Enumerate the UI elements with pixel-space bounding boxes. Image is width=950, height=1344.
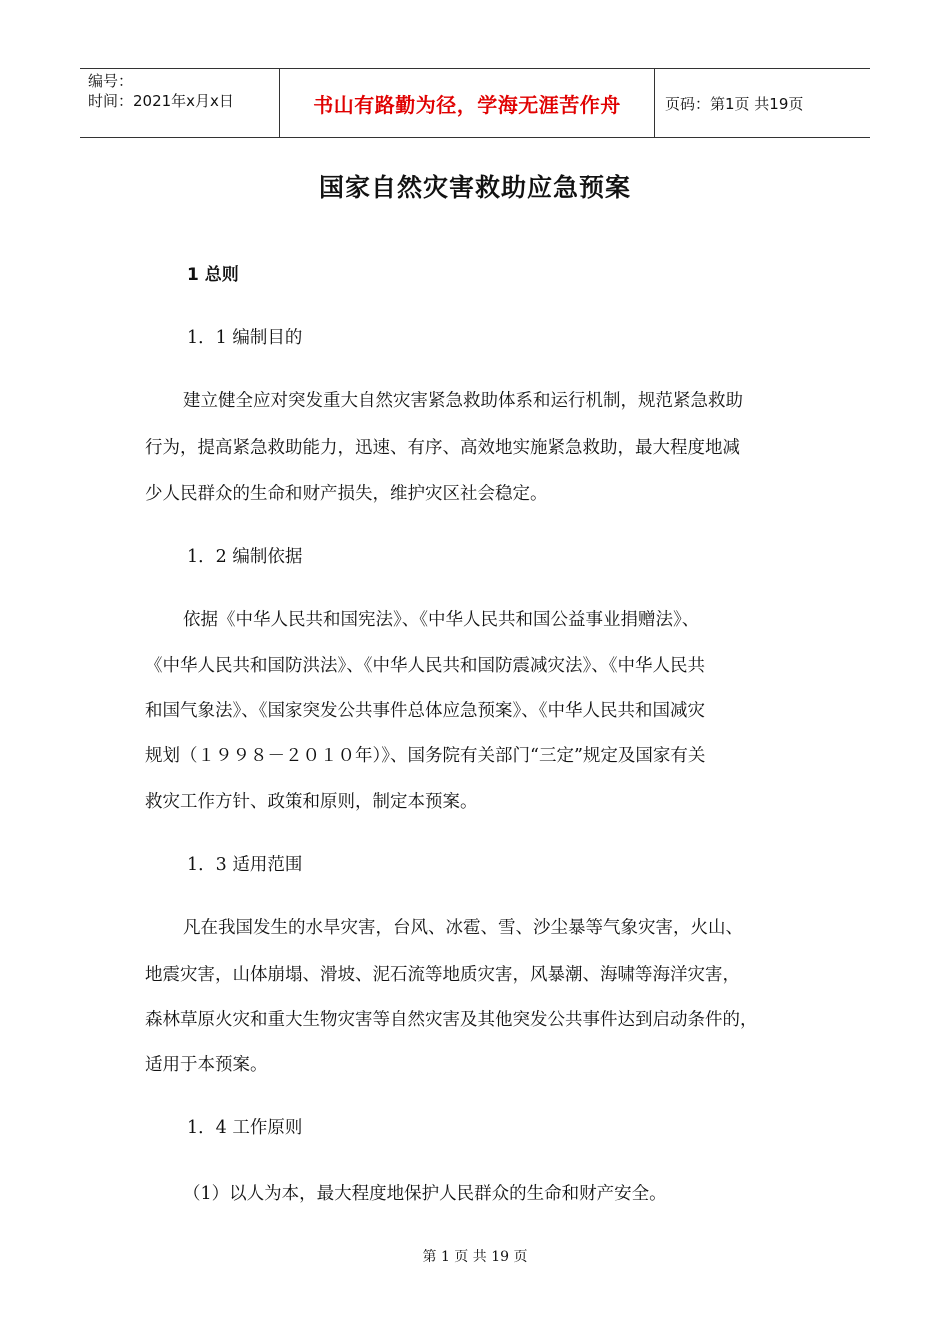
document-title: 国家自然灾害救助应急预案 — [318, 173, 631, 202]
paragraph-line: 救灾工作方针、政策和原则，制定本预案。 — [145, 792, 478, 812]
section-heading: 1．2 编制依据 — [187, 547, 303, 567]
paragraph-line: 依据《中华人民共和国宪法》、《中华人民共和国公益事业捐赠法》、 — [183, 610, 700, 630]
paragraph-line: （1）以人为本，最大程度地保护人民群众的生命和财产安全。 — [183, 1184, 667, 1204]
paragraph-line: 地震灾害，山体崩塌、滑坡、泥石流等地质灾害，风暴潮、海啸等海洋灾害， — [145, 965, 740, 985]
header-page-info: 页码：第1页 共19页 — [665, 94, 804, 113]
paragraph-line: 建立健全应对突发重大自然灾害紧急救助体系和运行机制，规范紧急救助 — [183, 391, 743, 411]
paragraph-line: 行为，提高紧急救助能力，迅速、有序、高效地实施紧急救助，最大程度地减 — [145, 438, 740, 458]
section-heading: 1．3 适用范围 — [187, 855, 303, 875]
paragraph-line: 适用于本预案。 — [145, 1055, 268, 1075]
section-heading: 1．4 工作原则 — [187, 1118, 303, 1138]
page-footer: 第 1 页 共 19 页 — [422, 1249, 528, 1265]
section-heading: 1．1 编制目的 — [187, 328, 303, 348]
paragraph-line: 少人民群众的生命和财产损失，维护灾区社会稳定。 — [145, 484, 548, 504]
paragraph-line: 和国气象法》、《国家突发公共事件总体应急预案》、《中华人民共和国减灾 — [145, 701, 705, 721]
paragraph-line: 森林草原火灾和重大生物灾害等自然灾害及其他突发公共事件达到启动条件的， — [145, 1010, 758, 1030]
chapter-heading: 1 总则 — [187, 265, 239, 285]
doc-number-label: 编号： — [88, 72, 134, 90]
header-motto: 书山有路勤为径，学海无涯苦作舟 — [280, 69, 655, 137]
header-meta — [80, 69, 280, 137]
paragraph-line: 《中华人民共和国防洪法》、《中华人民共和国防震减灾法》、《中华人民共 — [145, 656, 705, 676]
page-header — [80, 68, 870, 138]
paragraph-line: 凡在我国发生的水旱灾害，台风、冰雹、雪、沙尘暴等气象灾害，火山、 — [183, 918, 743, 938]
doc-date-label: 时间：2021年x月x日 — [88, 92, 234, 110]
paragraph-line: 规划（１９９８－２０１０年）》、国务院有关部门“三定”规定及国家有关 — [145, 746, 706, 766]
